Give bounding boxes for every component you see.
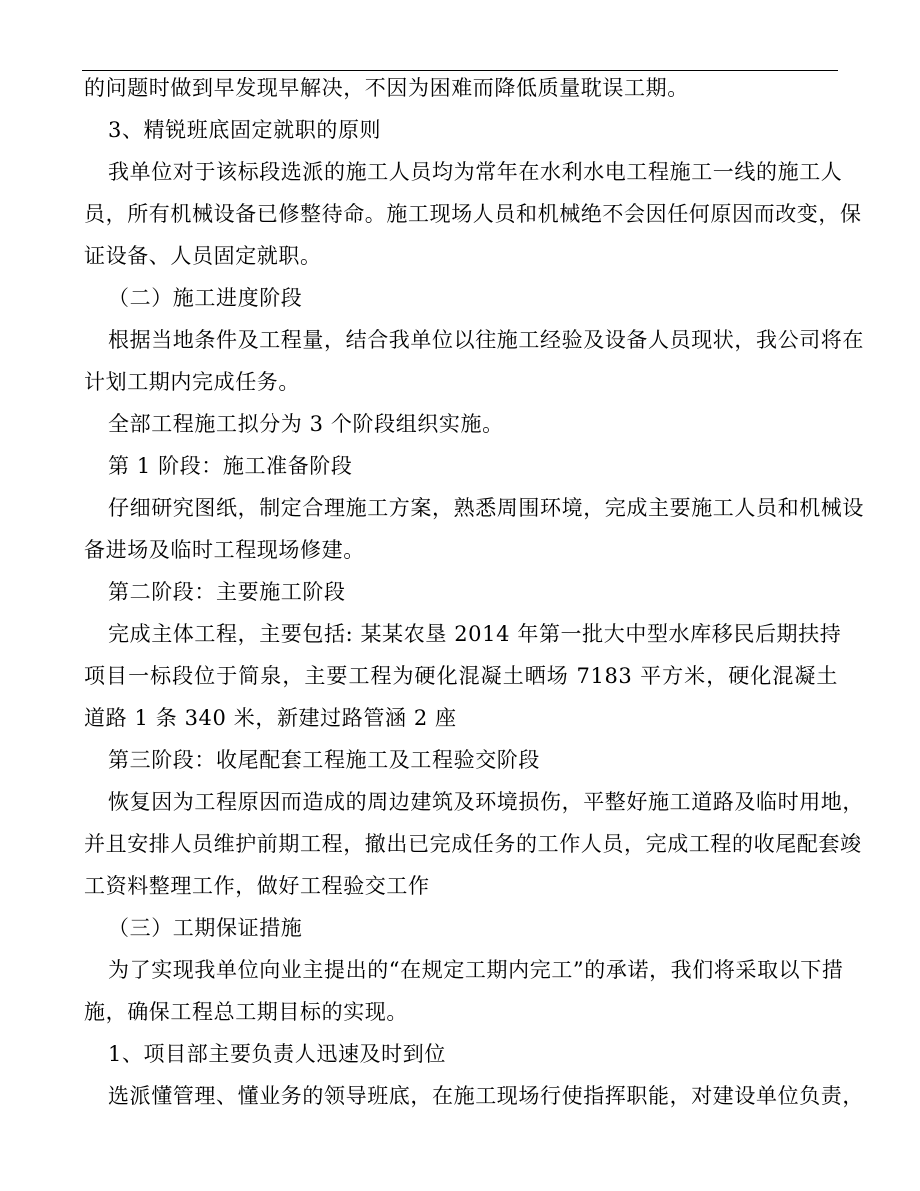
paragraph-line: 项目一标段位于简泉，主要工程为硬化混凝土晒场 7183 平方米，硬化混凝土 xyxy=(84,664,838,688)
paragraph-line: 全部工程施工拟分为 3 个阶段组织实施。 xyxy=(108,412,504,436)
paragraph-line: 证设备、人员固定就职。 xyxy=(84,244,322,268)
paragraph-line: 备进场及临时工程现场修建。 xyxy=(84,538,365,562)
paragraph-line: 的问题时做到早发现早解决，不因为困难而降低质量耽误工期。 xyxy=(84,76,689,100)
paragraph-line: 员，所有机械设备已修整待命。施工现场人员和机械绝不会因任何原因而改变，保 xyxy=(84,202,862,226)
paragraph-line: 完成主体工程，主要包括: 某某农垦 2014 年第一批大中型水库移民后期扶持 xyxy=(108,622,842,646)
section-heading: 第二阶段：主要施工阶段 xyxy=(108,580,346,604)
section-heading: 第三阶段：收尾配套工程施工及工程验交阶段 xyxy=(108,748,540,772)
header-rule xyxy=(82,70,838,71)
paragraph-line: 恢复因为工程原因而造成的周边建筑及环境损伤，平整好施工道路及临时用地， xyxy=(108,790,864,814)
section-heading: （三）工期保证措施 xyxy=(108,916,303,940)
paragraph-line: 计划工期内完成任务。 xyxy=(84,370,300,394)
paragraph-line: 选派懂管理、懂业务的领导班底，在施工现场行使指挥职能，对建设单位负责， xyxy=(108,1084,864,1108)
paragraph-line: 根据当地条件及工程量，结合我单位以往施工经验及设备人员现状，我公司将在 xyxy=(108,328,864,352)
section-heading: 第 1 阶段：施工准备阶段 xyxy=(108,454,353,478)
paragraph-line: 工资料整理工作，做好工程验交工作 xyxy=(84,874,430,898)
paragraph-line: 道路 1 条 340 米，新建过路管涵 2 座 xyxy=(84,706,457,730)
section-heading: （二）施工进度阶段 xyxy=(108,286,303,310)
section-heading: 3、精锐班底固定就职的原则 xyxy=(108,118,382,142)
paragraph-line: 并且安排人员维护前期工程，撤出已完成任务的工作人员，完成工程的收尾配套竣 xyxy=(84,832,862,856)
paragraph-line: 我单位对于该标段选派的施工人员均为常年在水利水电工程施工一线的施工人 xyxy=(108,160,843,184)
paragraph-line: 为了实现我单位向业主提出的“在规定工期内完工”的承诺，我们将采取以下措 xyxy=(108,958,844,982)
paragraph-line: 仔细研究图纸，制定合理施工方案，熟悉周围环境，完成主要施工人员和机械设 xyxy=(108,496,864,520)
paragraph-line: 施，确保工程总工期目标的实现。 xyxy=(84,1000,408,1024)
section-heading: 1、项目部主要负责人迅速及时到位 xyxy=(108,1042,446,1066)
